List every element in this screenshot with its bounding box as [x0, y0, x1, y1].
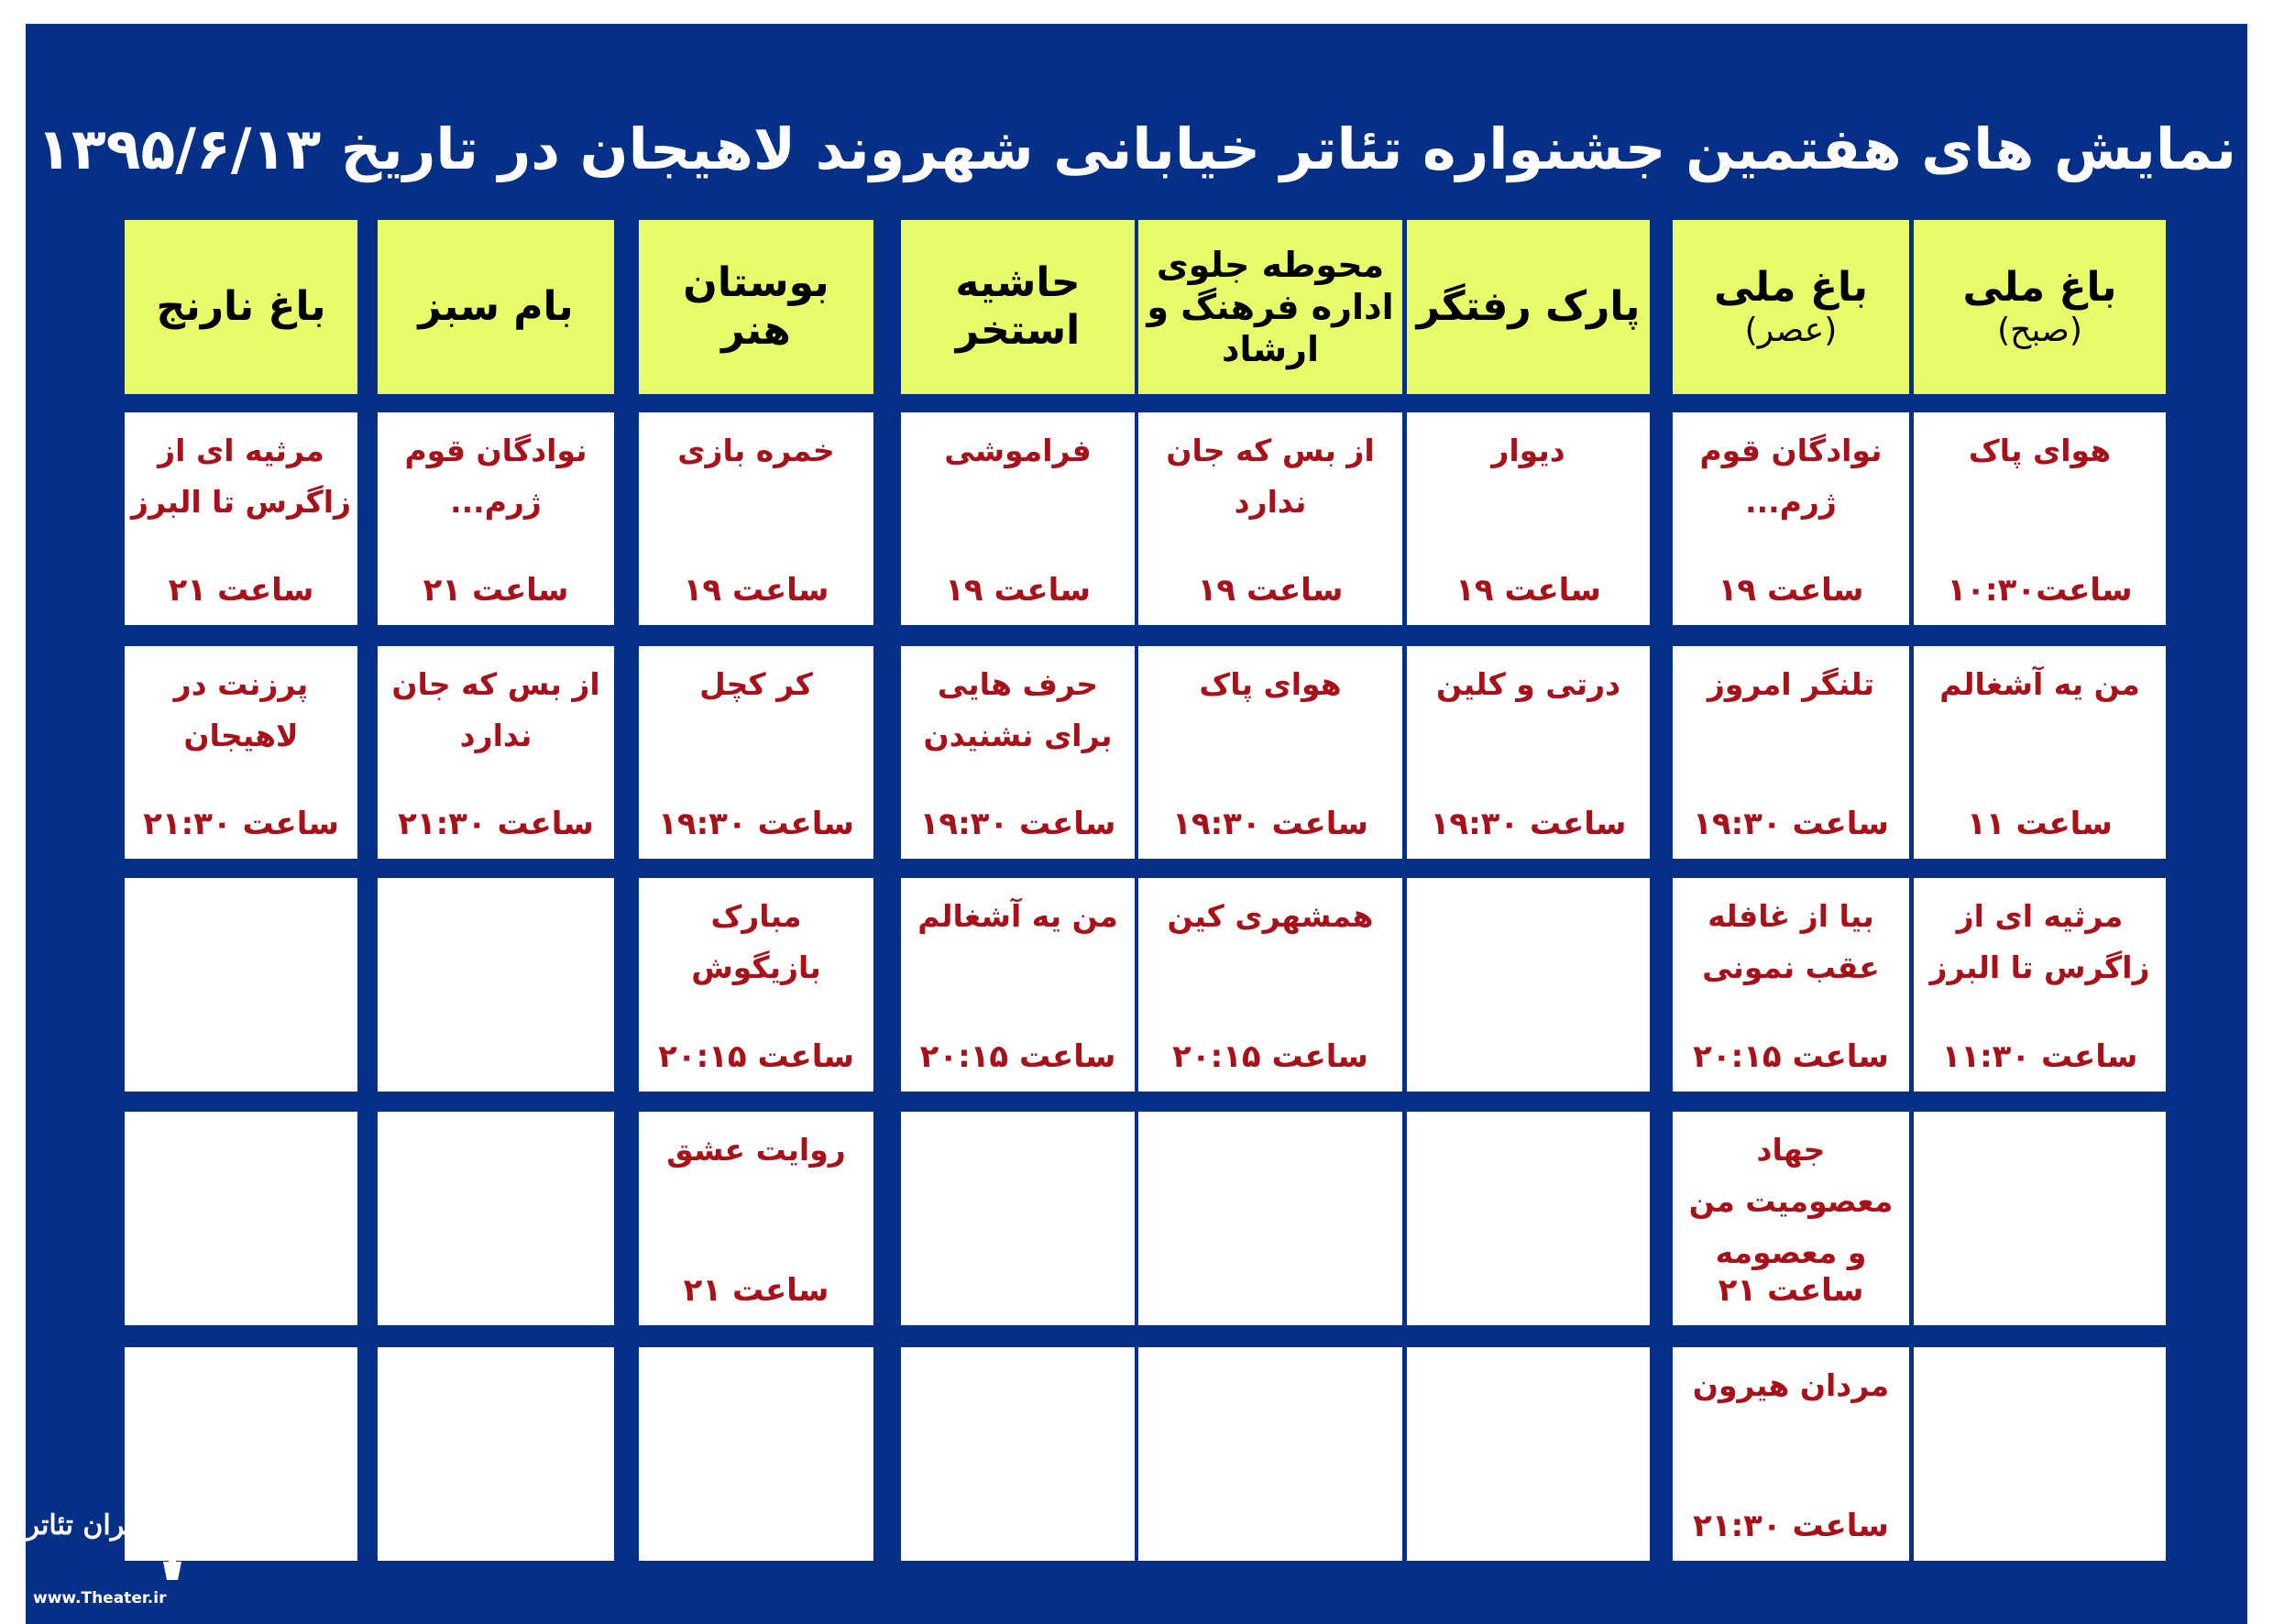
show-time: ساعت ۱۹ [1197, 572, 1344, 609]
schedule-cell [1673, 1112, 1909, 1325]
schedule-cell [1138, 412, 1402, 625]
play-title: کر کچل [699, 666, 813, 702]
show-time: ساعت ۲۱ [1718, 1272, 1864, 1309]
venue-header [639, 220, 873, 394]
show-time: ساعت ۱۹:۳۰ [1172, 806, 1368, 842]
iran-theater-logo [26, 1485, 198, 1613]
schedule-cell [901, 1347, 1135, 1561]
schedule-cell [1407, 1112, 1650, 1325]
venue-header [1138, 220, 1402, 394]
schedule-cell [1407, 1347, 1650, 1561]
schedule-cell [378, 1347, 614, 1561]
theater-emblem-icon [145, 1485, 200, 1587]
venue-name: پارک رفتگر [1416, 283, 1641, 330]
play-title: مردان هیرون [1692, 1367, 1890, 1403]
schedule-cell [639, 412, 873, 625]
venue-header [125, 220, 357, 394]
play-title: نوادگان قوم ژرم... [404, 433, 587, 520]
schedule-cell [1673, 878, 1909, 1092]
schedule-cell [1138, 646, 1402, 859]
venue-session: (صبح) [1997, 312, 2082, 349]
venue-name: باغ ملی [1962, 264, 2117, 311]
schedule-cell [901, 1112, 1135, 1325]
play-title: از بس که جان ندارد [1166, 433, 1375, 520]
schedule-cell [639, 878, 873, 1092]
schedule-cell [639, 1112, 873, 1325]
play-title: درتی و کلین [1435, 666, 1621, 702]
schedule-cell [1673, 646, 1909, 859]
schedule-cell [1138, 1112, 1402, 1325]
schedule-cell [1914, 1347, 2166, 1561]
schedule-cell [1407, 646, 1650, 859]
show-time: ساعت ۲۱:۳۰ [398, 806, 594, 842]
play-title: من یه آشغالم [1939, 666, 2140, 702]
venue-name: محوطه جلوی اداره فرهنگ و ارشاد [1147, 245, 1394, 369]
venue-header [1407, 220, 1650, 394]
schedule-cell [125, 1112, 357, 1325]
show-time: ساعت ۲۰:۱۵ [919, 1038, 1116, 1075]
schedule-cell [639, 646, 873, 859]
show-time: ساعت ۲۱:۳۰ [1693, 1508, 1889, 1544]
show-time: ساعت ۱۹:۳۰ [658, 806, 854, 842]
show-time: ساعت ۱۱ [1967, 806, 2113, 842]
schedule-cell [1914, 412, 2166, 625]
venue-header [378, 220, 614, 394]
show-time: ساعت ۲۰:۱۵ [1693, 1038, 1889, 1075]
play-title: خمره بازی [677, 433, 835, 468]
logo-url: www.Theater.ir [33, 1589, 167, 1608]
play-title: پرزنت در لاهیجان [173, 666, 309, 753]
show-time: ساعت ۱۹ [1455, 572, 1601, 609]
show-time: ساعت ۲۰:۱۵ [1172, 1038, 1368, 1075]
schedule-cell [1673, 1347, 1909, 1561]
play-title: مرثیه ای از زاگرس تا البرز [1929, 898, 2150, 985]
schedule-cell [901, 412, 1135, 625]
schedule-cell [125, 878, 357, 1092]
show-time: ساعت ۱۹:۳۰ [1693, 806, 1889, 842]
venue-header [901, 220, 1135, 394]
play-title: هوای پاک [1199, 666, 1342, 702]
show-time: ساعت ۱۹ [683, 572, 829, 609]
venue-name: حاشیه استخر [955, 259, 1081, 354]
play-title: هوای پاک [1968, 433, 2112, 468]
show-time: ساعت ۲۱:۳۰ [143, 806, 339, 842]
schedule-cell [639, 1347, 873, 1561]
schedule-cell [1407, 878, 1650, 1092]
schedule-cell [901, 878, 1135, 1092]
play-title: جهاد معصومیت من و معصومه [1688, 1132, 1894, 1270]
play-title: من یه آشغالم [917, 898, 1118, 934]
venue-name: بام سبز [418, 283, 574, 330]
schedule-cell [1914, 646, 2166, 859]
play-title: دیوار [1491, 433, 1565, 468]
venue-name: بوستان هنر [683, 259, 829, 354]
venue-header [1914, 220, 2166, 394]
page-title: نمایش های هفتمین جشنواره تئاتر خیابانی شهروند لاهیجان در تاریخ ۱۳۹۵/۶/۱۳ [37, 115, 2236, 182]
show-time: ساعت ۱۱:۳۰ [1941, 1038, 2138, 1075]
show-time: ساعت ۲۰:۱۵ [658, 1038, 854, 1075]
show-time: ساعت ۲۱ [168, 572, 314, 609]
schedule-cell [1673, 412, 1909, 625]
play-title: مبارک بازیگوش [691, 898, 821, 985]
venue-name: باغ ملی [1713, 264, 1869, 311]
schedule-cell [378, 646, 614, 859]
show-time: ساعت ۲۱ [683, 1272, 829, 1309]
show-time: ساعت ۱۹:۳۰ [1430, 806, 1627, 842]
schedule-cell [378, 878, 614, 1092]
logo-name: ایران تئاتر [26, 1509, 141, 1542]
schedule-cell [1914, 1112, 2166, 1325]
schedule-cell [378, 1112, 614, 1325]
schedule-cell [901, 646, 1135, 859]
schedule-cell [1138, 1347, 1402, 1561]
play-title: نوادگان قوم ژرم... [1699, 433, 1883, 520]
play-title: بیا از غافله عقب نمونی [1702, 898, 1880, 985]
schedule-cell [125, 412, 357, 625]
show-time: ساعت ۱۹ [1718, 572, 1864, 609]
schedule-cell [378, 412, 614, 625]
venue-session: (عصر) [1744, 312, 1838, 349]
play-title: مرثیه ای از زاگرس تا البرز [130, 433, 352, 520]
schedule-cell [1407, 412, 1650, 625]
play-title: از بس که جان ندارد [391, 666, 600, 753]
schedule-cell [1914, 878, 2166, 1092]
play-title: روایت عشق [666, 1132, 846, 1168]
play-title: حرف هایی برای نشنیدن [923, 666, 1113, 753]
venue-name: باغ نارنج [156, 283, 326, 330]
play-title: فراموشی [944, 433, 1092, 468]
schedule-cell [1138, 878, 1402, 1092]
show-time: ساعت ۱۹:۳۰ [919, 806, 1116, 842]
play-title: تلنگر امروز [1707, 666, 1875, 702]
show-time: ساعت ۲۱ [423, 572, 569, 609]
venue-header [1673, 220, 1909, 394]
show-time: ساعت ۱۹ [945, 572, 1091, 609]
show-time: ساعت۱۰:۳۰ [1947, 572, 2133, 609]
schedule-cell [125, 646, 357, 859]
play-title: همشهری کین [1167, 898, 1374, 934]
